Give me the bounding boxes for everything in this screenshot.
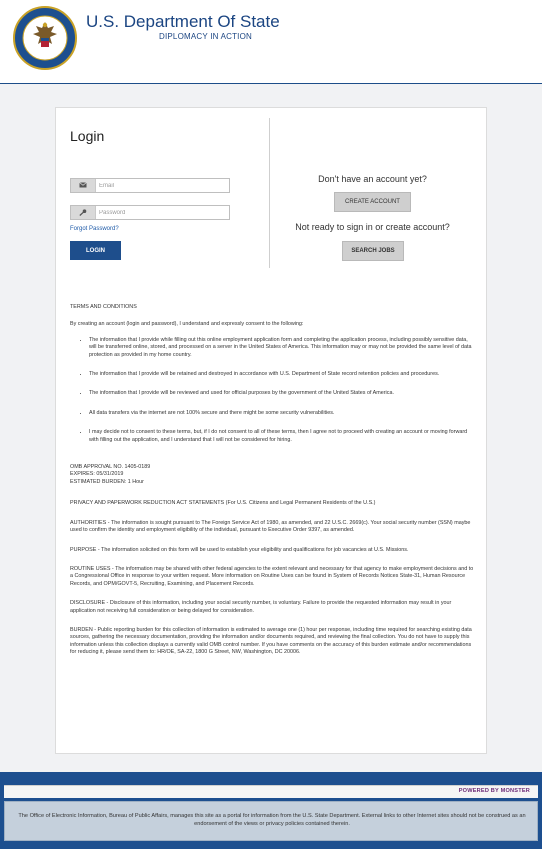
- search-jobs-button[interactable]: SEARCH JOBS: [342, 241, 404, 261]
- omb-expires: EXPIRES: 05/31/2019: [70, 471, 124, 478]
- list-item: • The information that I provide will be reviewed and used for official purposes by the government of the United States of America.: [89, 390, 474, 397]
- password-field[interactable]: [70, 205, 230, 220]
- list-item: • The information that I provide while filling out this online employment application form and completing the application process, including possibly sensitive data, will be transferred online, stored, and processed on a server in the United States of America. This information may or may not be provided the same level of data protection as provided in my home country.: [89, 337, 474, 359]
- estimated-burden: ESTIMATED BURDEN: 1 Hour: [70, 478, 144, 485]
- routine-uses-text: ROUTINE USES - The information may be shared with other federal agencies to the extent relevant and necessary for that agency to make employment decisions and to a Congressional Office in response to your written request. More information on Routine Uses can be found in System of Records Notices State-31, Human Resource Records, and OPM/GOVT-5, Recruiting, Examining, and Placement Records.: [70, 565, 474, 587]
- privacy-heading: PRIVACY AND PAPERWORK REDUCTION ACT STATEMENTS (For U.S. Citizens and Legal Permanent Residents of the U.S.): [70, 500, 376, 507]
- create-account-button[interactable]: CREATE ACCOUNT: [334, 192, 411, 212]
- email-field[interactable]: [70, 178, 230, 193]
- not-ready-text: Not ready to sign in or create account?: [295, 222, 450, 232]
- terms-section: [70, 304, 474, 657]
- terms-heading: TERMS AND CONDITIONS: [70, 304, 137, 310]
- site-title: U.S. Department Of State: [86, 12, 280, 31]
- disclaimer-text: The Office of Electronic Information, Bureau of Public Affairs, manages this site as a portal for information from the U.S. State Department. External links to other Internet sites should not be construed as an endorsement of the views or privacy policies contained therein.: [18, 813, 526, 827]
- email-input[interactable]: [97, 179, 227, 192]
- login-button[interactable]: LOGIN: [70, 241, 121, 260]
- site-header: [0, 0, 542, 84]
- login-title: Login: [70, 128, 105, 144]
- omb-approval: OMB APPROVAL NO. 1405-0189: [70, 464, 151, 471]
- no-account-text: Don't have an account yet?: [318, 174, 427, 184]
- powered-by-monster-link[interactable]: POWERED BY MONSTER: [458, 788, 530, 794]
- footer-disclaimer: [4, 801, 538, 841]
- list-item: • The information that I provide will be retained and destroyed in accordance with U.S. Department of State record retention policies and procedures.: [89, 371, 474, 378]
- terms-list: [89, 337, 474, 444]
- site-subtitle: DIPLOMACY IN ACTION: [159, 32, 253, 41]
- powered-by-bar: [4, 785, 538, 798]
- terms-intro: By creating an account (login and password), I understand and expressly consent to the following:: [70, 321, 304, 328]
- envelope-icon: [71, 179, 96, 192]
- department-seal-icon[interactable]: [13, 6, 77, 70]
- forgot-password-link[interactable]: Forgot Password?: [70, 226, 119, 232]
- key-icon: [71, 206, 96, 219]
- password-input[interactable]: [97, 206, 227, 219]
- purpose-text: PURPOSE - The information solicited on this form will be used to establish your eligibility and qualifications for job vacancies at U.S. Missions.: [70, 546, 409, 553]
- disclosure-text: DISCLOSURE - Disclosure of this information, including your social security number, is voluntary. Failure to provide the requested information may result in your application not receiving full consideration or being delayed for consideration.: [70, 600, 452, 614]
- login-card: [55, 107, 487, 754]
- vertical-divider: [269, 118, 270, 268]
- list-item: • I may decide not to consent to these terms, but, if I do not consent to all of these terms, then I agree not to proceed with creating an account or moving forward with filling out the application, and I understand that I will not be considered for hiring.: [89, 429, 474, 444]
- authorities-text: AUTHORITIES - The information is sought pursuant to The Foreign Service Act of 1980, as amended, and 22 U.S.C. 2669(c). Your social security number (SSN) maybe used to confirm the identity and employment eligibility of the individual, pursuant to Executive Order 9397, as amended.: [70, 519, 471, 534]
- burden-text: BURDEN - Public reporting burden for this collection of information is estimated to average one (1) hour per response, including time required for searching existing data sources, gathering the necessary documentation, providing the information and/or documents required, and reviewing the final collection. You do not have to supply this information unless this collection displays a currently valid OMB control number. If you have comments on the accuracy of this burden estimate and/or recommendations for reducing it, please send them to: HR/OE, SA-22, 1800 G Street, NW, Washington, DC 20006.: [70, 626, 472, 656]
- list-item: • All data transfers via the internet are not 100% secure and there might be some security vulnerabilities.: [89, 410, 474, 417]
